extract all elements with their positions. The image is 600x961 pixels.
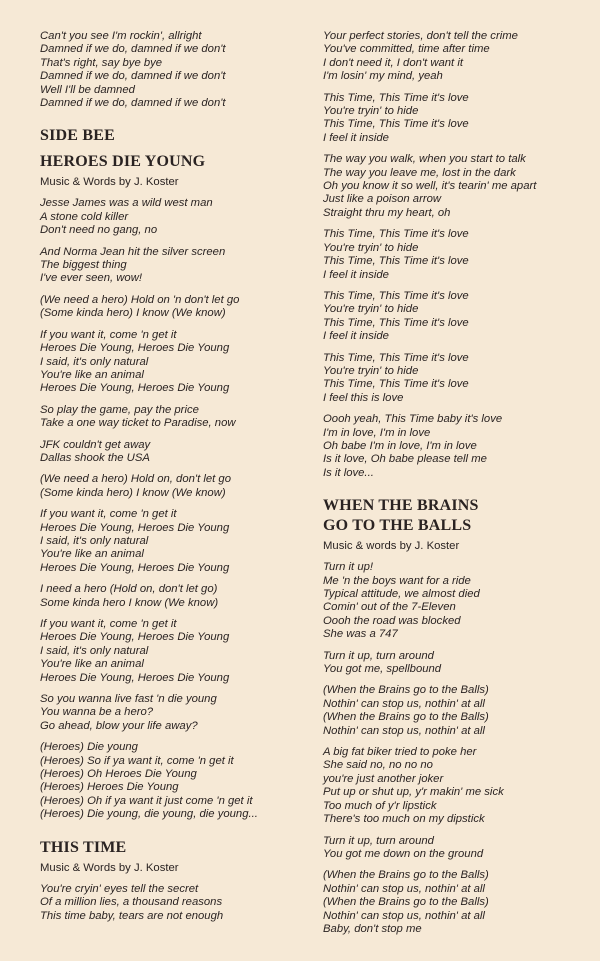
lyric-line: (When the Brains go to the Balls) — [323, 684, 489, 697]
lyric-line: I don't need it, I don't want it — [323, 56, 463, 69]
intro-stanza — [40, 30, 320, 110]
lyric-line: This Time, This Time it's love — [323, 378, 469, 391]
song-lyrics-heroes-die-young — [40, 197, 320, 821]
stanza — [323, 30, 600, 84]
lyric-line: Damned if we do, damned if we don't — [40, 70, 226, 83]
stanza — [323, 684, 600, 738]
lyric-line: You've committed, time after time — [323, 43, 490, 56]
lyric-line: I feel it inside — [323, 330, 389, 343]
lyric-line: (When the Brains go to the Balls) — [323, 869, 489, 882]
lyric-line: Comin' out of the 7-Eleven — [323, 601, 456, 614]
lyric-line: This Time, This Time it's love — [323, 255, 469, 268]
stanza — [323, 290, 600, 344]
lyric-line: (We need a hero) Hold on 'n don't let go — [40, 293, 240, 306]
song-title-heroes-die-young: HEROES DIE YOUNG — [40, 153, 206, 171]
lyric-line: This Time, This Time it's love — [323, 351, 469, 364]
lyric-line: A stone cold killer — [40, 210, 129, 223]
lyric-line: Heroes Die Young, Heroes Die Young — [40, 342, 230, 355]
lyric-line: (Heroes) Die young — [40, 741, 138, 754]
lyric-line: You're tryin' to hide — [323, 105, 419, 118]
lyric-line: Turn it up! — [323, 561, 374, 574]
lyric-line: You wanna be a hero? — [40, 706, 154, 719]
lyric-line: Turn it up, turn around — [323, 834, 434, 847]
lyric-line: This Time, This Time it's love — [323, 118, 469, 131]
stanza — [323, 869, 600, 936]
stanza — [40, 404, 320, 431]
stanza — [40, 741, 320, 821]
lyric-line: (Heroes) Heroes Die Young — [40, 781, 179, 794]
lyric-line: (Some kinda hero) I know (We know) — [40, 307, 226, 320]
lyric-line: Is it love... — [323, 466, 374, 479]
stanza — [40, 583, 320, 610]
stanza — [40, 294, 320, 321]
stanza — [40, 246, 320, 286]
lyric-line: Damned if we do, damned if we don't — [40, 43, 226, 56]
stanza — [323, 413, 600, 480]
lyric-line: So you wanna live fast 'n die young — [40, 693, 217, 706]
lyric-line: I said, it's only natural — [40, 644, 149, 657]
lyric-line: I'm losin' my mind, yeah — [323, 70, 443, 83]
lyric-line: Well I'll be damned — [40, 83, 135, 96]
stanza — [40, 618, 320, 685]
song-title-when-the-brains-line1: WHEN THE BRAINS — [323, 497, 479, 515]
lyric-line: Heroes Die Young, Heroes Die Young — [40, 631, 230, 644]
lyric-line: If you want it, come 'n get it — [40, 508, 177, 521]
lyric-line: This Time, This Time it's love — [323, 228, 469, 241]
lyric-line: There's too much on my dipstick — [323, 813, 485, 826]
lyric-line: You got me, spellbound — [323, 663, 442, 676]
lyric-line: I've ever seen, wow! — [40, 272, 142, 285]
lyric-line: So play the game, pay the price — [40, 403, 199, 416]
lyric-line: Of a million lies, a thousand reasons — [40, 896, 223, 909]
song-credit: Music & words by J. Koster — [323, 540, 460, 553]
lyric-line: She said no, no no no — [323, 759, 433, 772]
lyric-line: I feel it inside — [323, 268, 389, 281]
lyric-line: The way you leave me, lost in the dark — [323, 166, 516, 179]
lyric-line: Some kinda hero I know (We know) — [40, 596, 219, 609]
lyric-line: Can't you see I'm rockin', allright — [40, 30, 202, 42]
lyric-line: Don't need no gang, no — [40, 224, 158, 237]
stanza — [40, 329, 320, 396]
stanza — [323, 835, 600, 862]
lyric-line: She was a 747 — [323, 628, 398, 641]
lyric-line: I need a hero (Hold on, don't let go) — [40, 583, 218, 596]
lyric-line: Heroes Die Young, Heroes Die Young — [40, 521, 230, 534]
stanza — [323, 92, 600, 146]
lyric-line: You're cryin' eyes tell the secret — [40, 882, 199, 895]
lyric-line: The biggest thing — [40, 259, 127, 272]
lyric-line: I'm in love, I'm in love — [323, 426, 431, 439]
lyric-line: You're like an animal — [40, 368, 144, 381]
lyric-line: Oooh yeah, This Time baby it's love — [323, 413, 503, 426]
song-lyrics-this-time — [40, 883, 320, 923]
song-credit: Music & Words by J. Koster — [40, 176, 179, 189]
stanza — [323, 352, 600, 406]
right-column — [323, 30, 600, 944]
lyric-line: Jesse James was a wild west man — [40, 197, 213, 210]
lyric-line: Nothin' can stop us, nothin' at all — [323, 882, 485, 895]
lyric-line: Your perfect stories, don't tell the crime — [323, 30, 518, 42]
lyric-line: Take a one way ticket to Paradise, now — [40, 417, 236, 430]
song-credit: Music & Words by J. Koster — [40, 861, 179, 874]
lyric-line: Oh you know it so well, it's tearin' me apart — [323, 180, 537, 193]
lyric-line: (Heroes) Oh Heroes Die Young — [40, 768, 197, 781]
lyric-line: You're like an animal — [40, 658, 144, 671]
lyric-line: The way you walk, when you start to talk — [323, 153, 526, 166]
lyric-line: Just like a poison arrow — [323, 193, 442, 206]
song-lyrics-when-the-brains — [323, 561, 600, 936]
lyric-line: If you want it, come 'n get it — [40, 328, 177, 341]
stanza — [40, 439, 320, 466]
stanza — [40, 883, 320, 923]
lyric-line: If you want it, come 'n get it — [40, 618, 177, 630]
lyric-line: That's right, say bye bye — [40, 56, 163, 69]
lyric-line: Me 'n the boys want for a ride — [323, 574, 471, 587]
lyric-line: I feel it inside — [323, 131, 389, 144]
lyric-line: Oooh the road was blocked — [323, 614, 461, 627]
lyric-line: Put up or shut up, y'r makin' me sick — [323, 786, 504, 799]
lyric-line: This Time, This Time it's love — [323, 316, 469, 329]
lyric-line: Oh babe I'm in love, I'm in love — [323, 439, 477, 452]
lyric-line: Nothin' can stop us, nothin' at all — [323, 909, 485, 922]
lyric-line: Typical attitude, we almost died — [323, 588, 480, 600]
lyric-line: Damned if we do, damned if we don't — [40, 97, 226, 110]
stanza — [323, 228, 600, 282]
stanza — [40, 197, 320, 237]
lyric-line: Too much of y'r lipstick — [323, 799, 437, 812]
song-title-when-the-brains-line2: GO TO THE BALLS — [323, 517, 472, 535]
lyric-line: you're just another joker — [323, 772, 444, 785]
lyric-line: (We need a hero) Hold on, don't let go — [40, 473, 231, 486]
lyric-line: A big fat biker tried to poke her — [323, 746, 477, 759]
lyric-line: You're like an animal — [40, 548, 144, 561]
stanza — [323, 650, 600, 677]
lyric-line: You're tryin' to hide — [323, 303, 419, 316]
lyric-line: Straight thru my heart, oh — [323, 206, 451, 219]
lyric-line: Nothin' can stop us, nothin' at all — [323, 697, 485, 710]
lyric-line: (Heroes) Die young, die young, die young... — [40, 808, 258, 821]
lyric-line: I feel this is love — [323, 391, 404, 404]
stanza — [40, 508, 320, 575]
song-title-this-time: THIS TIME — [40, 838, 127, 856]
lyric-line: Nothin' can stop us, nothin' at all — [323, 724, 485, 737]
lyric-line: I said, it's only natural — [40, 355, 149, 368]
lyric-line: This time baby, tears are not enough — [40, 909, 224, 922]
stanza — [323, 153, 600, 220]
lyric-line: I said, it's only natural — [40, 534, 149, 547]
lyric-line: Heroes Die Young, Heroes Die Young — [40, 382, 230, 395]
lyric-line: You got me down on the ground — [323, 847, 484, 860]
lyric-line: Heroes Die Young, Heroes Die Young — [40, 561, 230, 574]
lyric-line: (Heroes) So if ya want it, come 'n get it — [40, 754, 234, 767]
lyric-line: (When the Brains go to the Balls) — [323, 896, 489, 909]
lyric-line: (Heroes) Oh if ya want it just come 'n get it — [40, 794, 253, 807]
side-heading: SIDE BEE — [40, 127, 115, 145]
lyric-line: Baby, don't stop me — [323, 922, 422, 935]
lyric-line: Is it love, Oh babe please tell me — [323, 453, 487, 466]
lyric-line: Dallas shook the USA — [40, 451, 150, 464]
stanza — [40, 473, 320, 500]
song-lyrics-this-time-continued — [323, 30, 600, 480]
stanza — [323, 746, 600, 826]
lyric-line: And Norma Jean hit the silver screen — [40, 245, 226, 258]
stanza — [40, 693, 320, 733]
left-column — [40, 30, 320, 931]
lyric-line: Turn it up, turn around — [323, 649, 434, 662]
lyric-line: You're tryin' to hide — [323, 241, 419, 254]
stanza — [323, 561, 600, 641]
lyric-line: JFK couldn't get away — [40, 438, 151, 451]
lyric-line: Heroes Die Young, Heroes Die Young — [40, 671, 230, 684]
lyric-line: (When the Brains go to the Balls) — [323, 711, 489, 724]
lyric-line: (Some kinda hero) I know (We know) — [40, 486, 226, 499]
lyric-line: This Time, This Time it's love — [323, 289, 469, 302]
lyric-line: You're tryin' to hide — [323, 364, 419, 377]
lyric-line: Go ahead, blow your life away? — [40, 719, 198, 732]
lyric-line: This Time, This Time it's love — [323, 91, 469, 104]
